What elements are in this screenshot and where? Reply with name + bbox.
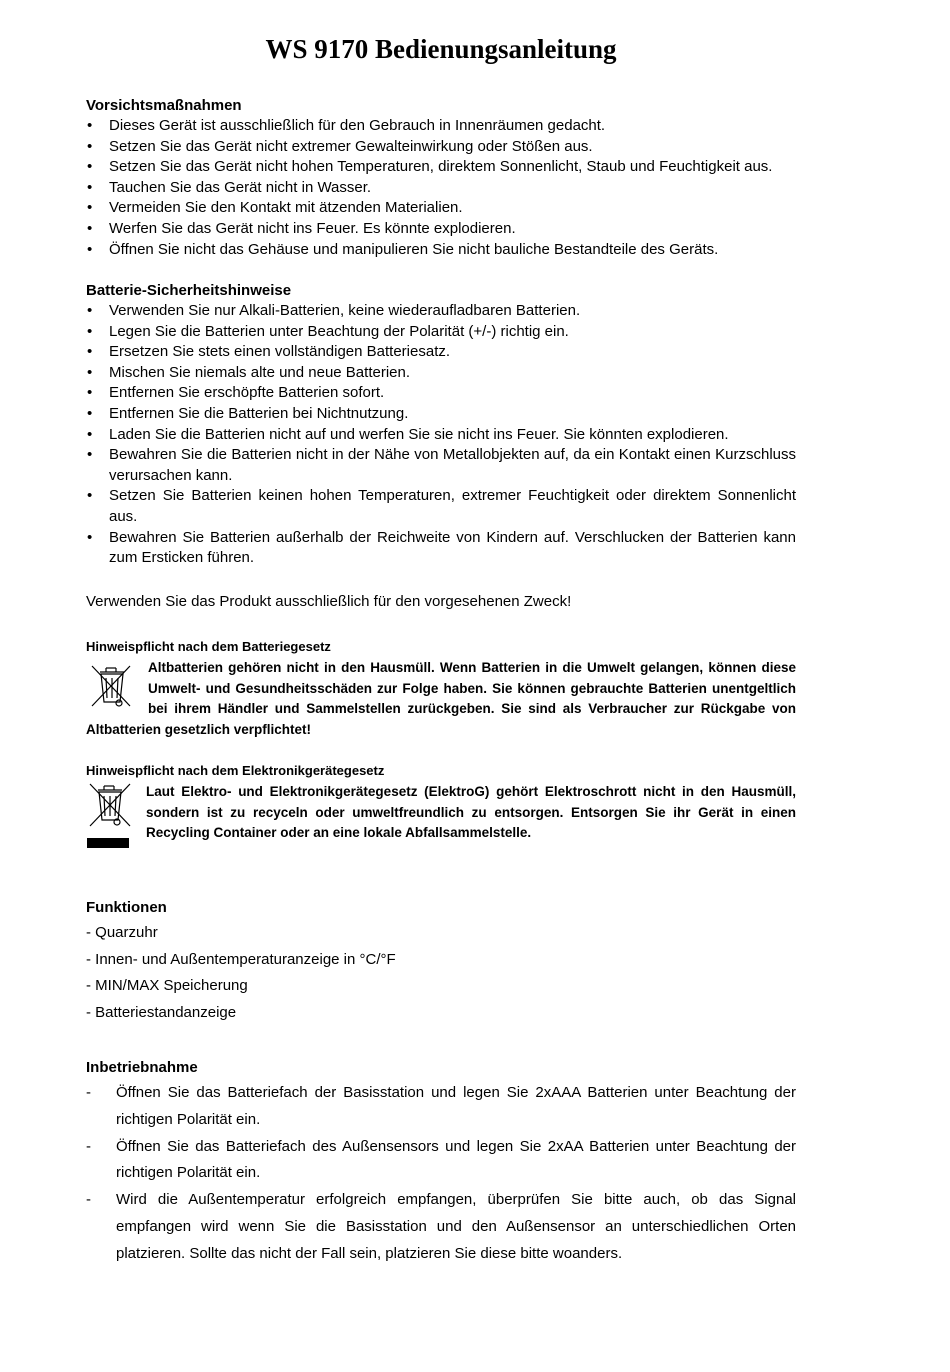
list-item: • Mischen Sie niemals alte und neue Batterien. (86, 363, 796, 384)
list-item: - Innen- und Außentemperaturanzeige in °C/°F (86, 950, 396, 968)
list-item: - Batteriestandanzeige (86, 1003, 237, 1021)
list-item: - MIN/MAX Speicherung (86, 977, 248, 995)
list-item: • Werfen Sie das Gerät nicht ins Feuer. Es könnte explodieren. (86, 219, 796, 240)
list-item: • Entfernen Sie erschöpfte Batterien sofort. (86, 383, 796, 404)
list-item: • Laden Sie die Batterien nicht auf und werfen Sie sie nicht ins Feuer. Sie könnten explodieren. (86, 425, 796, 446)
list-item: • Öffnen Sie nicht das Gehäuse und manipulieren Sie nicht bauliche Bestandteile des Geräts. (86, 240, 796, 261)
battery-law-heading: Hinweispflicht nach dem Batteriegesetz (86, 639, 331, 654)
list-item: • Setzen Sie das Gerät nicht extremer Gewalteinwirkung oder Stößen aus. (86, 137, 796, 158)
precautions-heading: Vorsichtsmaßnahmen (86, 97, 242, 114)
list-item: • Bewahren Sie Batterien außerhalb der Reichweite von Kindern auf. Verschlucken der Batterien kann zum Ersticken führen. (86, 528, 796, 569)
list-item: • Setzen Sie das Gerät nicht hohen Temperaturen, direktem Sonnenlicht, Staub und Feuchtigkeit aus. (86, 157, 796, 178)
list-item: • Legen Sie die Batterien unter Beachtung der Polarität (+/-) richtig ein. (86, 322, 796, 343)
crossed-out-wheelie-bin-icon (86, 660, 136, 710)
battery-law-section (86, 638, 796, 740)
list-item: • Ersetzen Sie stets einen vollständigen Batteriesatz. (86, 342, 796, 363)
list-item: - Öffnen Sie das Batteriefach des Außensensors und legen Sie 2xAA Batterien unter Beachtung der richtigen Polarität ein. (86, 1134, 796, 1188)
precautions-list (86, 116, 796, 260)
purpose-note-block (86, 592, 796, 612)
setup-heading: Inbetriebnahme (86, 1059, 198, 1076)
list-item: • Entfernen Sie die Batterien bei Nichtnutzung. (86, 404, 796, 425)
list-item: • Dieses Gerät ist ausschließlich für den Gebrauch in Innenräumen gedacht. (86, 116, 796, 137)
purpose-note: Verwenden Sie das Produkt ausschließlich für den vorgesehenen Zweck! (86, 593, 572, 610)
functions-list (86, 920, 796, 1026)
electronics-law-section (86, 762, 796, 850)
list-item: • Verwenden Sie nur Alkali-Batterien, keine wiederaufladbaren Batterien. (86, 301, 796, 322)
functions-section (86, 898, 796, 1026)
page-title: WS 9170 Bedienungsanleitung (265, 34, 617, 64)
list-item: • Bewahren Sie die Batterien nicht in der Nähe von Metallobjekten auf, da ein Kontakt einen Kurzschluss verursachen kann. (86, 445, 796, 486)
electronics-law-heading: Hinweispflicht nach dem Elektronikgerätegesetz (86, 763, 385, 778)
battery-safety-heading: Batterie-Sicherheitshinweise (86, 282, 292, 299)
crossed-out-wheelie-bin-with-bar-icon (84, 782, 136, 850)
battery-law-text: Altbatterien gehören nicht in den Hausmüll. Wenn Batterien in die Umwelt gelangen, können diese Umwelt- und Gesundheitsschäden zur Folge haben. Sie können gebrauchte Batterien unentgeltlich bei ihrem Händler und Sammelstellen zurückgeben. Sie sind als Verbraucher zur Rückgabe von Altbatterien gesetzlich verpflichtet! (86, 660, 796, 737)
battery-safety-section (86, 281, 796, 569)
battery-safety-list (86, 301, 796, 569)
list-item: - Öffnen Sie das Batteriefach der Basisstation und legen Sie 2xAAA Batterien unter Beachtung der richtigen Polarität ein. (86, 1080, 796, 1134)
list-item: - Wird die Außentemperatur erfolgreich empfangen, überprüfen Sie bitte auch, ob das Signal empfangen wird wenn Sie die Basisstation und den Außensensor an unterschiedlichen Orten platzieren. Sollte das nicht der Fall sein, platzieren Sie diese bitte woanders. (86, 1187, 796, 1267)
functions-heading: Funktionen (86, 899, 167, 916)
setup-list (86, 1080, 796, 1268)
list-item: • Vermeiden Sie den Kontakt mit ätzenden Materialien. (86, 198, 796, 219)
list-item: • Setzen Sie Batterien keinen hohen Temperaturen, extremer Feuchtigkeit oder direktem Sonnenlicht aus. (86, 486, 796, 527)
list-item: - Quarzuhr (86, 924, 158, 941)
precautions-section (86, 96, 796, 260)
list-item: • Tauchen Sie das Gerät nicht in Wasser. (86, 178, 796, 199)
electronics-law-text: Laut Elektro- und Elektronikgerätegesetz (ElektroG) gehört Elektroschrott nicht in den Hausmüll, sondern ist zu recyceln oder umweltfreundlich zu entsorgen. Entsorgen Sie ihr Gerät in einen Recycling Container oder an eine lokale Abfallsammelstelle. (146, 784, 796, 841)
setup-section (86, 1058, 796, 1268)
